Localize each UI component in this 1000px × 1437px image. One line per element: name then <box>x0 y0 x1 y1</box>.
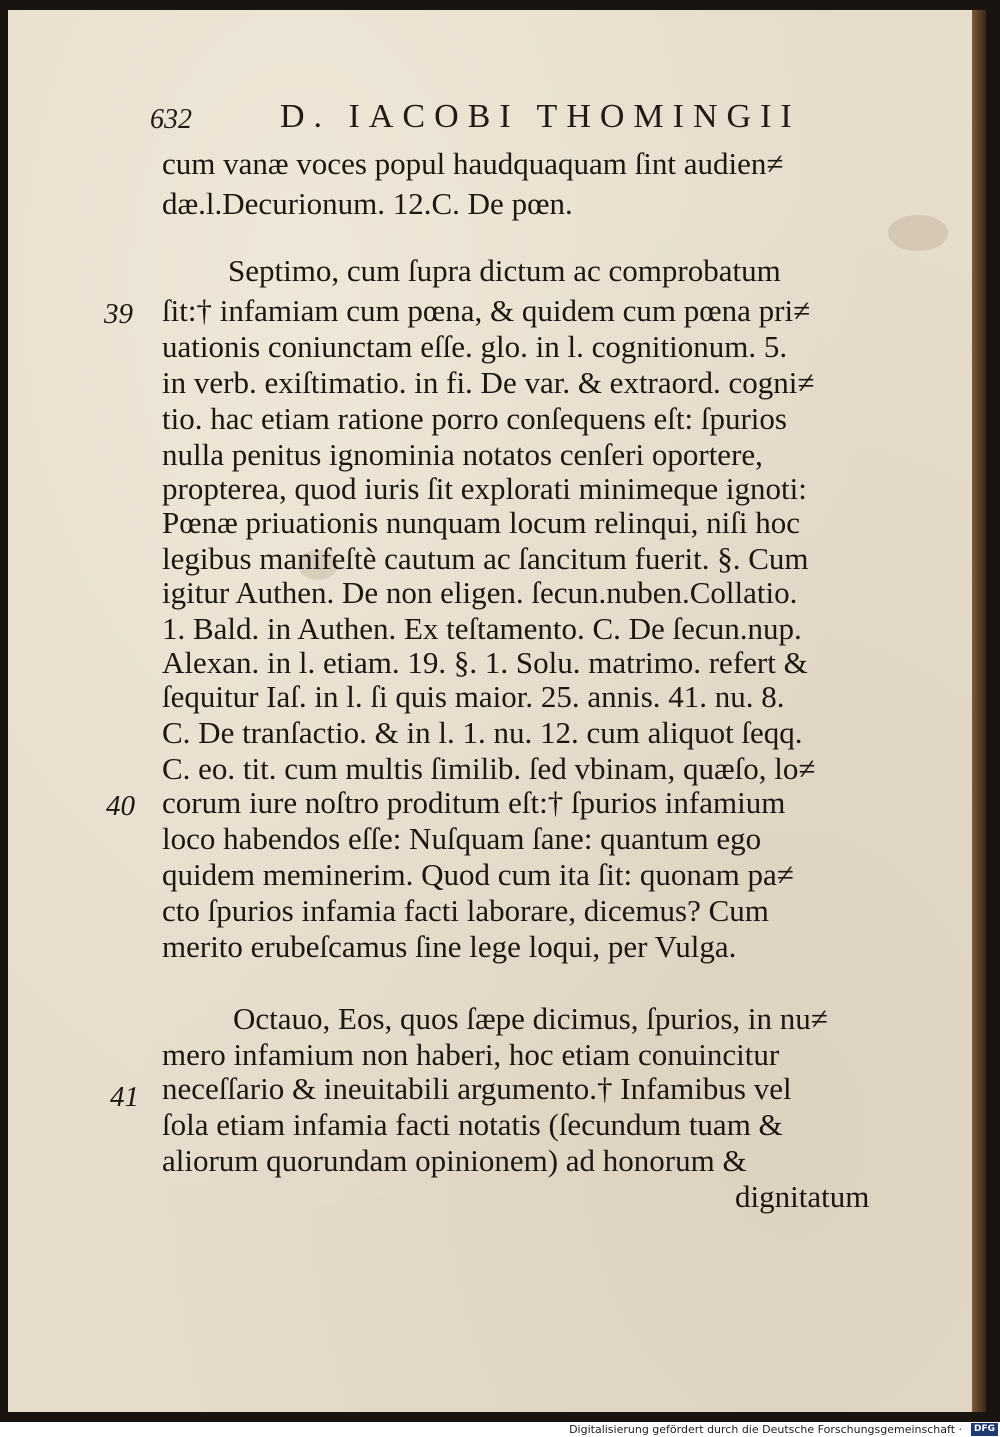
text-line: igitur Authen. De non eligen. ſecun.nuben.Collatio. <box>162 575 798 610</box>
text-line: cum vanæ voces popul haudquaquam ſint audien≠ <box>162 146 784 181</box>
text-line: Septimo, cum ſupra dictum ac comprobatum <box>228 253 781 288</box>
text-line: cto ſpurios infamia facti laborare, dicemus? Cum <box>162 893 769 928</box>
text-line: dæ.l.Decurionum. 12.C. De pœn. <box>162 186 573 221</box>
text-line: aliorum quorundam opinionem) ad honorum & <box>162 1143 747 1178</box>
text-line: ſola etiam infamia facti notatis (ſecundum tuam & <box>162 1107 783 1142</box>
text-line: C. De tranſactio. & in l. 1. nu. 12. cum aliquot ſeqq. <box>162 715 803 750</box>
running-header <box>150 98 850 142</box>
text-line: in verb. exiſtimatio. in fi. De var. & extraord. cogni≠ <box>162 365 815 400</box>
text-line: propterea, quod iuris ſit explorati minimeque ignoti: <box>162 471 807 506</box>
text-line: neceſſario & ineuitabili argumento.† Infamibus vel <box>162 1071 792 1106</box>
text-line: corum iure noſtro proditum eſt:† ſpurios infamium <box>162 785 786 820</box>
text-line: ſequitur Iaſ. in l. ſi quis maior. 25. annis. 41. nu. 8. <box>162 679 785 714</box>
text-line: Octauo, Eos, quos ſæpe dicimus, ſpurios, in nu≠ <box>233 1001 828 1036</box>
text-line: mero infamium non haberi, hoc etiam conuincitur <box>162 1037 780 1072</box>
text-line: loco habendos eſſe: Nuſquam ſane: quantum ego <box>162 821 762 856</box>
text-line: ſit:† infamiam cum pœna, & quidem cum pœna pri≠ <box>162 293 811 328</box>
funding-credit: Digitalisierung gefördert durch die Deutsche Forschungsgemeinschaft · <box>569 1423 962 1436</box>
margin-number: 41 <box>110 1081 139 1113</box>
text-line: 1. Bald. in Authen. Ex teſtamento. C. De ſecun.nup. <box>162 611 802 646</box>
catchword: dignitatum <box>735 1179 870 1214</box>
text-line: merito erubeſcamus ſine lege loqui, per Vulga. <box>162 929 737 964</box>
text-line: nulla penitus ignominia notatos cenſeri oportere, <box>162 437 763 472</box>
dfg-logo: DFG <box>971 1423 998 1436</box>
text-line: Pœnæ priuationis nunquam locum relinqui, niſi hoc <box>162 505 801 540</box>
ink-stain <box>888 215 948 251</box>
footer <box>0 1422 1000 1437</box>
page-number: 632 <box>150 104 192 135</box>
text-line: tio. hac etiam ratione porro conſequens eſt: ſpurios <box>162 401 787 436</box>
margin-number: 39 <box>104 298 133 330</box>
margin-number: 40 <box>106 790 135 822</box>
text-line: legibus manifeſtè cautum ac ſancitum fuerit. §. Cum <box>162 541 809 576</box>
text-line: quidem meminerim. Quod cum ita ſit: quonam pa≠ <box>162 857 794 892</box>
text-line: uationis coniunctam eſſe. glo. in l. cognitionum. 5. <box>162 329 788 364</box>
text-line: C. eo. tit. cum multis ſimilib. ſed vbinam, quæſo, lo≠ <box>162 751 816 786</box>
page-edge <box>972 10 986 1412</box>
text-line: Alexan. in l. etiam. 19. §. 1. Solu. matrimo. refert & <box>162 645 808 680</box>
running-title: D. IACOBI THOMINGII <box>280 98 801 135</box>
